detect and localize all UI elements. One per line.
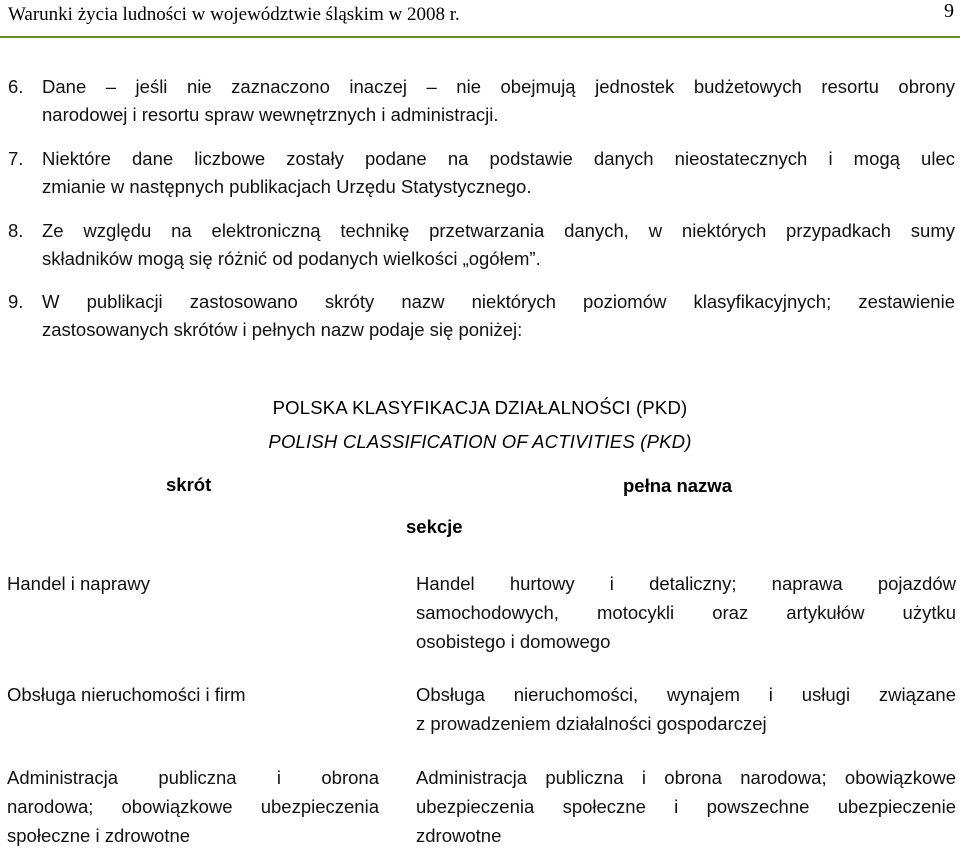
cell-line: z prowadzeniem działalności gospodarczej <box>416 713 767 734</box>
cell-line: Handel hurtowy i detaliczny; naprawa pojazdów <box>416 573 956 594</box>
note-9 <box>8 288 955 344</box>
note-number: 7. <box>8 148 24 169</box>
section-label: sekcje <box>406 516 463 537</box>
cell-line: Administracja publiczna i obrona narodowa; obowiązkowe <box>416 767 956 788</box>
table-row-full <box>416 680 956 738</box>
note-8 <box>8 217 955 273</box>
cell-line: Handel i naprawy <box>7 573 150 594</box>
note-text-line2: narodowej i resortu spraw wewnętrznych i administracji. <box>42 104 499 125</box>
header-rule <box>0 36 960 38</box>
classification-title-en: POLISH CLASSIFICATION OF ACTIVITIES (PKD) <box>268 431 692 452</box>
note-text-line1: Ze względu na elektroniczną technikę przetwarzania danych, w niektórych przypadkach sumy <box>42 220 955 241</box>
cell-line: ubezpieczenia społeczne i powszechne ubezpieczenie <box>416 796 956 817</box>
table-row-short <box>7 569 379 598</box>
column-header-short: skrót <box>166 474 212 495</box>
note-text-line2: zmianie w następnych publikacjach Urzędu Statystycznego. <box>42 176 532 197</box>
note-number: 8. <box>8 220 24 241</box>
cell-line: Obsługa nieruchomości i firm <box>7 684 246 705</box>
cell-line: społeczne i zdrowotne <box>7 825 191 846</box>
cell-line: Obsługa nieruchomości, wynajem i usługi związane <box>416 684 956 705</box>
cell-line: zdrowotne <box>416 825 502 846</box>
cell-line: Administracja publiczna i obrona <box>7 767 379 788</box>
note-text-line1: W publikacji zastosowano skróty nazw niektórych poziomów klasyfikacyjnych; zestawienie <box>42 291 955 312</box>
note-text-line1: Dane – jeśli nie zaznaczono inaczej – nie obejmują jednostek budżetowych resortu obrony <box>42 76 955 97</box>
header-title: Warunki życia ludności w województwie śląskim w 2008 r. <box>8 4 460 25</box>
table-row-full <box>416 763 956 850</box>
table-row-short <box>7 763 379 850</box>
note-text-line2: składników mogą się różnić od podanych wielkości „ogółem”. <box>42 248 541 269</box>
note-text-line1: Niektóre dane liczbowe zostały podane na podstawie danych nieostatecznych i mogą ulec <box>42 148 955 169</box>
table-row-full <box>416 569 956 656</box>
classification-title-pl: POLSKA KLASYFIKACJA DZIAŁALNOŚCI (PKD) <box>272 397 688 418</box>
cell-line: narodowa; obowiązkowe ubezpieczenia <box>7 796 379 817</box>
cell-line: samochodowych, motocykli oraz artykułów użytku <box>416 602 956 623</box>
note-text-line2: zastosowanych skrótów i pełnych nazw podaje się poniżej: <box>42 319 523 340</box>
table-row-short <box>7 680 379 709</box>
cell-line: osobistego i domowego <box>416 631 611 652</box>
note-6 <box>8 73 955 129</box>
note-number: 6. <box>8 76 24 97</box>
column-header-full: pełna nazwa <box>623 475 732 496</box>
note-7 <box>8 145 955 201</box>
page-number: 9 <box>944 0 954 22</box>
note-number: 9. <box>8 291 24 312</box>
page-header <box>0 0 960 38</box>
